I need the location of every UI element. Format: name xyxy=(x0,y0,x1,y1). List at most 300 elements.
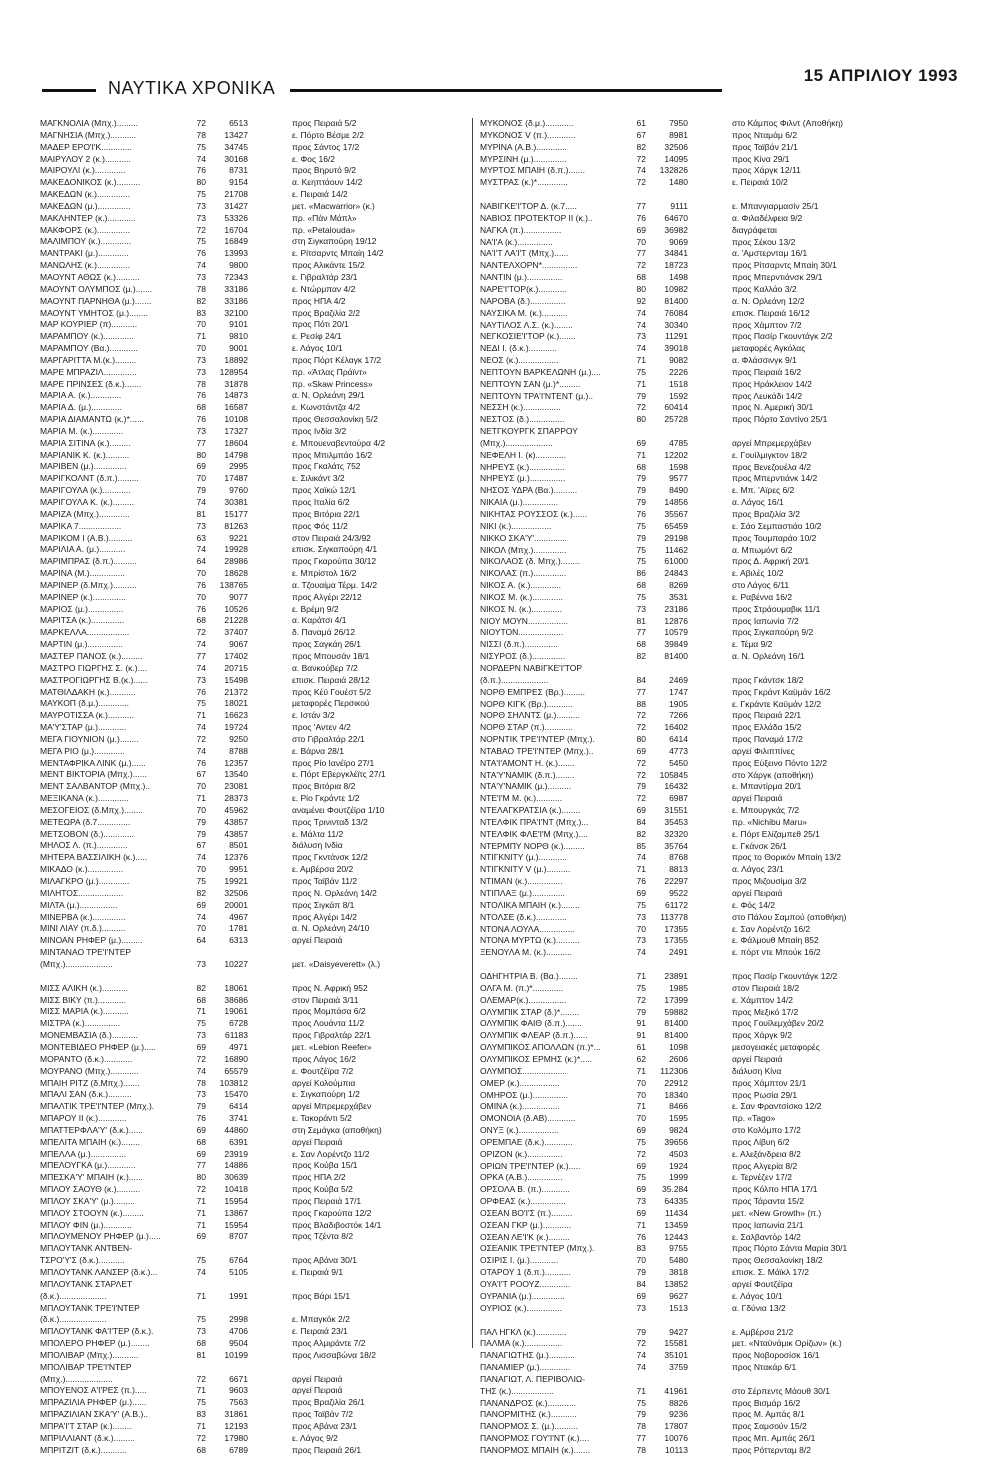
build-year: 77 xyxy=(196,650,206,661)
build-year: 79 xyxy=(196,828,206,839)
tonnage: 4785 xyxy=(669,437,688,448)
ship-name: ΝΙΚΑΙΑ (μ.)............... xyxy=(480,497,559,508)
ship-row xyxy=(40,675,480,687)
tonnage: 113778 xyxy=(660,911,688,922)
ship-name: ΜΙΝΕΡΒΑ (κ.).............. xyxy=(40,911,126,922)
build-year: 70 xyxy=(636,1255,646,1266)
ship-row xyxy=(480,521,920,533)
ship-name: ΜΠΑΡΟΥ ΙΙ (κ.)............ xyxy=(40,1113,127,1124)
ship-name: ΠΑΝΟΡΜΟΣ ΜΠΑΙΗ (κ.)....... xyxy=(480,1444,591,1455)
build-year: 74 xyxy=(636,307,646,318)
ship-row xyxy=(480,699,920,711)
tonnage: 16890 xyxy=(224,1053,248,1064)
build-year: 71 xyxy=(636,1385,646,1396)
ship-row xyxy=(480,272,920,284)
ship-name: ΝΙΚΟΛΑΟΣ (δ. Μπχ.)........ xyxy=(480,556,580,567)
build-year: 72 xyxy=(636,710,646,721)
ship-row xyxy=(40,1054,480,1066)
build-year xyxy=(220,947,246,959)
tonnage xyxy=(246,1243,296,1255)
build-year: 74 xyxy=(196,662,206,673)
position-status: επισκ. Πειραιά 16/12 xyxy=(732,307,810,318)
tonnage: 15470 xyxy=(224,1089,248,1100)
build-year: 75 xyxy=(636,1397,646,1408)
tonnage: 2995 xyxy=(229,461,248,472)
build-year: 76 xyxy=(196,414,206,425)
build-year: 72 xyxy=(636,994,646,1005)
ship-name: ΜΑΟΥΝΤ ΟΛΥΜΠΟΣ (μ.)....... xyxy=(40,283,153,294)
position-status: ε. Ντώρμπαν 4/2 xyxy=(292,283,356,294)
position-status: προς Βραζιλία 2/2 xyxy=(292,307,361,318)
tonnage: 16402 xyxy=(664,722,688,733)
ship-name: ΟΛΥΜΠΙΚΟΣ ΑΠΟΛΛΩΝ (π.)*... xyxy=(480,1042,601,1053)
tonnage: 15954 xyxy=(224,1195,248,1206)
ship-row xyxy=(40,544,480,556)
ship-row xyxy=(40,1409,480,1421)
ship-name: ΟΡΙΩΝ ΤΡΕ'Ι'ΝΤΕΡ (κ.)..... xyxy=(480,1160,581,1171)
ship-name: ΝΕΠΤΟΥΝ ΣΑΝ (μ.)*......... xyxy=(480,378,581,389)
position-status: προς Μπιλμπάο 16/2 xyxy=(292,449,373,460)
tonnage: 32320 xyxy=(664,828,688,839)
build-year: 62 xyxy=(636,1053,646,1064)
ship-name: ΠΑΝΑΝΔΡΟΣ (κ.)............ xyxy=(480,1397,576,1408)
position-status: προς Τουμπαράο 10/2 xyxy=(732,532,817,543)
tonnage: 64670 xyxy=(664,212,688,223)
tonnage: 81400 xyxy=(664,1018,688,1029)
position-status: προς Αβάνα 30/1 xyxy=(292,1255,357,1266)
build-year: 69 xyxy=(196,1231,206,1242)
build-year: 79 xyxy=(196,485,206,496)
ship-name: ΝΟΡΘ ΣΗΛΝΤΣ (μ.).......... xyxy=(480,710,580,721)
tonnage: 3531 xyxy=(669,591,688,602)
build-year: 75 xyxy=(196,1255,206,1266)
build-year: 71 xyxy=(196,1219,206,1230)
build-year: 70 xyxy=(196,568,206,579)
build-year: 83 xyxy=(636,1243,646,1254)
ship-name: ΜΕΓΑ ΡΙΟ (μ.)............. xyxy=(40,745,125,756)
build-year: 72 xyxy=(196,1432,206,1443)
build-year: 81 xyxy=(636,615,646,626)
ship-row xyxy=(40,367,480,379)
build-year: 82 xyxy=(196,295,206,306)
ship-row xyxy=(480,592,920,604)
build-year: 76 xyxy=(196,248,206,259)
ship-row xyxy=(480,770,920,782)
build-year: 69 xyxy=(636,1125,646,1136)
ship-name: ΜΥΡΣΙΝΗ (μ.).............. xyxy=(480,153,567,164)
ship-name: ΜΠΡΑΖΙΛΙΑΝ ΣΚΑ'Υ' (Α.Β.).. xyxy=(40,1409,149,1420)
build-year: 79 xyxy=(636,1006,646,1017)
position-status: ε. Γουίλμιγκτον 18/2 xyxy=(732,449,808,460)
ship-name: ΝΗΡΕΥΣ (κ.)............... xyxy=(480,461,565,472)
ship-name: ΜΠΡΑΖΙΛΙΑ ΡΗΦΕΡ (μ.)...... xyxy=(40,1397,147,1408)
ship-row xyxy=(480,1362,920,1374)
build-year: 71 xyxy=(196,1290,206,1301)
tonnage: 21372 xyxy=(224,686,248,697)
tonnage: 9504 xyxy=(229,1338,248,1349)
build-year: 80 xyxy=(636,283,646,294)
position-status: πρ. «Πάν Μάπλ» xyxy=(292,212,357,223)
ship-row xyxy=(480,1338,920,1350)
tonnage: 18892 xyxy=(224,354,248,365)
position-status: αργεί Πειραιά xyxy=(732,793,783,804)
ship-name: ΜΠΑΙΗ ΡΙΤΖ (δ.Μπχ.)....... xyxy=(40,1077,140,1088)
position-status: προς Πειραιά 5/2 xyxy=(292,118,357,128)
ship-name: ΜΑΟΥΝΤ ΠΑΡΝΗΘΑ (μ.)....... xyxy=(40,295,152,306)
position-status: α. Ν. Ορλεάνη 16/1 xyxy=(732,651,805,662)
build-year: 91 xyxy=(636,1018,646,1029)
ship-name: ΟΛΕΜΑΡ(κ.)................ xyxy=(480,994,567,1005)
position-status: προς Αλγέρι 22/12 xyxy=(292,591,362,602)
build-year: 79 xyxy=(196,816,206,827)
position-status: προς ΗΠΑ 2/2 xyxy=(292,1172,346,1183)
tonnage: 16587 xyxy=(224,402,248,413)
tonnage: 13427 xyxy=(224,129,248,140)
build-year: 72 xyxy=(636,153,646,164)
build-year: 63 xyxy=(196,532,206,543)
tonnage: 2226 xyxy=(669,366,688,377)
tonnage: 30381 xyxy=(224,497,248,507)
ship-row xyxy=(480,627,920,639)
tonnage: 81400 xyxy=(664,295,688,306)
ship-row xyxy=(40,959,480,971)
tonnage: 18021 xyxy=(224,698,248,709)
ship-row xyxy=(480,983,920,995)
tonnage: 29198 xyxy=(664,532,688,543)
build-year: 71 xyxy=(196,1420,206,1431)
position-status: στον Πειραιά 24/3/92 xyxy=(292,532,371,543)
build-year: 68 xyxy=(196,1338,206,1349)
ship-row xyxy=(40,1113,480,1125)
tonnage: 10199 xyxy=(224,1349,248,1360)
tonnage: 32506 xyxy=(664,141,688,152)
ship-name: ΝΑΝΤΙΝ (μ.)............... xyxy=(480,272,563,283)
position-status: προς Αβάνα 23/1 xyxy=(292,1420,357,1431)
ship-name: ΠΑΝΟΡΜΙΤΗΣ (κ.)........... xyxy=(480,1409,577,1420)
ship-name: ΝΙΚΙ (κ.)................. xyxy=(480,520,552,531)
ship-name: ΝΕΠΤΟΥΝ ΤΡΑ'Ι'ΝΤΕΝΤ (μ.).. xyxy=(480,390,594,401)
tonnage: 12202 xyxy=(664,449,688,460)
ship-name: ΜΠΕΛΟΥΓΚΑ (μ.)............ xyxy=(40,1160,136,1171)
ship-name: ΜΑΚΕΔΟΝΙΚΟΣ (κ.).......... xyxy=(40,177,141,188)
position-status: στη Σεμάγκα (αποθήκη) xyxy=(292,1124,382,1135)
tonnage: 3741 xyxy=(229,1113,248,1124)
tonnage: 2606 xyxy=(669,1053,688,1064)
position-status: ε. Τακοράντι 5/2 xyxy=(292,1113,352,1124)
position-status: προς Λουάντα 11/2 xyxy=(292,1018,365,1029)
ship-row xyxy=(40,118,480,130)
issue-date: 15 ΑΠΡΙΛΙΟΥ 1993 xyxy=(803,66,958,85)
ship-row xyxy=(40,1066,480,1078)
ship-name: ΜΠΟΛΙΒΑΡ (Μπχ.)........... xyxy=(40,1349,139,1360)
position-status: ε. Ραβέννα 16/2 xyxy=(732,591,793,602)
ship-name: ΟΛΓΑ Μ. (π.)*............. xyxy=(480,982,564,993)
ship-row xyxy=(480,663,920,675)
tonnage: 2491 xyxy=(669,947,688,958)
ship-row xyxy=(40,580,480,592)
position-status: ε. Γιβραλτάρ 23/1 xyxy=(292,271,358,282)
position-status: ε. Λάγος 9/2 xyxy=(292,1432,338,1443)
ship-row xyxy=(40,1172,480,1184)
build-year: 61 xyxy=(636,1042,646,1053)
ship-row xyxy=(480,1386,920,1398)
position-status: επισκ. Σιγκαπούρη 4/1 xyxy=(292,544,378,555)
ship-name: ΜΑΡΙΓΟΥΛΑ Κ. (κ.)......... xyxy=(40,497,134,507)
tonnage: 12443 xyxy=(664,1231,688,1242)
tonnage: 9760 xyxy=(229,485,248,496)
ship-row xyxy=(480,1255,920,1267)
build-year: 72 xyxy=(636,793,646,804)
build-year: 71 xyxy=(196,1385,206,1396)
position-status: ε. Ιστάν 3/2 xyxy=(292,710,335,721)
ship-row xyxy=(480,1172,920,1184)
ship-row xyxy=(40,450,480,462)
position-status: προς Χάργκ 12/11 xyxy=(732,165,801,176)
ship-name: ΝΤΟΛΣΕ (δ.κ.)............. xyxy=(480,911,567,922)
build-year: 77 xyxy=(636,1433,646,1444)
ship-row xyxy=(40,912,480,924)
ship-row xyxy=(40,663,480,675)
ship-name: ΜΑΝΤΡΑΚΙ (μ.)............. xyxy=(40,248,129,259)
tonnage: 32100 xyxy=(224,307,248,318)
build-year: 79 xyxy=(636,1326,646,1337)
ship-name: ΜΙΣΣ ΜΑΡΙΑ (κ.)........... xyxy=(40,1006,129,1017)
ship-name: ΜΑΟΥΝΤ ΑΘΩΣ (κ.).......... xyxy=(40,271,140,282)
tonnage xyxy=(686,1374,736,1386)
position-status: ε. Σαν Λορέντζο 11/2 xyxy=(292,1148,370,1159)
tonnage: 19928 xyxy=(224,544,248,555)
ship-name: ΝΙΣΥΡΟΣ (δ.).............. xyxy=(480,651,566,662)
tonnage: 17402 xyxy=(224,650,248,661)
ship-name: ΜΠΕΛΛΑ (μ.)............... xyxy=(40,1148,127,1159)
position-status: α. Τζουαίμα Τέρμ. 14/2 xyxy=(292,579,378,590)
ship-name: (δ.κ.).................... xyxy=(40,1290,107,1301)
ship-row xyxy=(480,852,920,864)
tonnage: 18604 xyxy=(224,437,248,448)
position-status: πρ. «Tago» xyxy=(732,1113,776,1124)
tonnage: 34745 xyxy=(224,141,248,152)
ship-name: ΜΑΡΙΟΣ (μ.)............... xyxy=(40,603,124,614)
build-year: 85 xyxy=(636,840,646,851)
position-status: προς Βιτόρια 8/2 xyxy=(292,781,356,792)
build-year: 74 xyxy=(196,1065,206,1076)
build-year: 71 xyxy=(636,864,646,875)
position-status: προς Ταϊβάν 21/1 xyxy=(732,141,798,152)
tonnage: 6391 xyxy=(229,1136,248,1147)
tonnage: 13540 xyxy=(224,769,248,780)
tonnage: 9951 xyxy=(229,864,248,875)
tonnage: 17807 xyxy=(664,1421,688,1432)
ship-name: ΟΝΥΞ (κ.)................. xyxy=(480,1125,559,1136)
ship-name: ΜΙΣΤΡΑ (κ.)............... xyxy=(40,1018,121,1029)
ship-row xyxy=(480,1030,920,1042)
tonnage: 19724 xyxy=(224,722,248,733)
ship-row xyxy=(40,1208,480,1220)
tonnage: 11434 xyxy=(664,1207,688,1218)
position-status: πρ. «Skaw Princess» xyxy=(292,378,373,389)
tonnage: 8269 xyxy=(669,580,688,591)
build-year: 75 xyxy=(196,1018,206,1029)
ship-row xyxy=(480,1291,920,1303)
build-year: 79 xyxy=(636,390,646,401)
ship-name: ΝΑΥΣΙΚΑ Μ. (κ.)........... xyxy=(480,307,568,318)
tonnage: 138765 xyxy=(219,579,248,590)
build-year: 77 xyxy=(636,686,646,697)
build-year: 71 xyxy=(636,1065,646,1076)
ship-name: ΜΑΡΑΜΠΟΥ (κ.)............. xyxy=(40,331,134,342)
ship-row xyxy=(40,497,480,509)
tonnage: 4967 xyxy=(229,911,248,922)
position-status: στο Κολόμπο 17/2 xyxy=(732,1125,801,1136)
ship-name: ΜΑΡΙΤΣΑ (κ.).............. xyxy=(40,615,125,626)
ship-row xyxy=(480,1101,920,1113)
position-status: ε. Ρίτσαρντς Μπαίη 14/2 xyxy=(292,248,384,259)
tonnage: 35101 xyxy=(664,1350,688,1361)
position-status: ε. Φουτζέϊρα 7/2 xyxy=(292,1065,354,1076)
build-year xyxy=(660,663,686,675)
ship-row xyxy=(480,1007,920,1019)
position-status: προς Νοβοροσίσκ 16/1 xyxy=(732,1350,820,1361)
position-status: προς Τρινινταδ 13/2 xyxy=(292,816,368,827)
ship-name: ΝΤΙΠΛΑΞ (μ.).............. xyxy=(480,888,566,898)
ship-row xyxy=(40,793,480,805)
build-year xyxy=(220,1362,246,1374)
ship-name: ΜΑΡΙΝΑ (Μ.)............... xyxy=(40,568,126,579)
position-status: προς Μπ. Αμπάς 26/1 xyxy=(732,1433,816,1444)
ship-name: ΜΑΣΤΡΟ ΓΙΩΡΓΗΣ Σ. (κ.).... xyxy=(40,662,148,673)
ship-row xyxy=(40,225,480,237)
tonnage xyxy=(246,1303,296,1315)
ship-name: ΟΣΙΡΙΣ Ι. (μ.)............ xyxy=(480,1255,559,1266)
ship-name: ΜΠΛΟΥΤΑΝΚ ΤΡΕ'Ι'ΝΤΕΡ xyxy=(40,1302,140,1313)
build-year: 69 xyxy=(636,1207,646,1218)
position-status: α. Κεηπτάουν 14/2 xyxy=(292,177,363,188)
tonnage: 61172 xyxy=(664,899,688,910)
tonnage: 10579 xyxy=(664,627,688,638)
position-status: προς 'Αντεν 4/2 xyxy=(292,722,351,733)
ship-name: ΤΣΡΟ'Υ'Σ (δ.κ.)........... xyxy=(40,1255,125,1266)
tonnage xyxy=(686,426,736,438)
ship-row xyxy=(480,509,920,521)
ship-name: ΜΑΡΙΝΕΡ (κ.).............. xyxy=(40,591,126,602)
ship-row xyxy=(40,1303,480,1315)
position-status xyxy=(736,663,920,675)
ship-row xyxy=(480,1433,920,1445)
ship-row xyxy=(480,924,920,936)
position-status: προς Θεσσαλονίκη 5/2 xyxy=(292,414,378,425)
tonnage: 3759 xyxy=(669,1362,688,1373)
position-status: προς Πόρτ Κέλαγκ 17/2 xyxy=(292,354,382,365)
ship-row xyxy=(40,402,480,414)
position-status: προς Κόλπο ΗΠΑ 17/1 xyxy=(732,1184,818,1195)
ship-row xyxy=(480,829,920,841)
position-status: ε. Τέμα 9/2 xyxy=(732,639,773,650)
ship-name: ΜΑΓΚΝΟΛΙΑ (Μπχ.)......... xyxy=(40,118,138,128)
position-status: ε. Μάλτα 11/2 xyxy=(292,828,344,839)
build-year xyxy=(220,1303,246,1315)
ship-row xyxy=(40,1220,480,1232)
ship-name: ΜΕΤΣΟΒΟΝ (δ.)............. xyxy=(40,828,135,839)
tonnage: 6764 xyxy=(229,1255,248,1266)
ship-row xyxy=(40,627,480,639)
position-status: προς Ντακάρ 6/1 xyxy=(732,1362,797,1373)
ship-row xyxy=(40,355,480,367)
ship-row xyxy=(480,935,920,947)
ship-row xyxy=(480,343,920,355)
tonnage: 61183 xyxy=(224,1030,248,1041)
tonnage: 103812 xyxy=(219,1077,248,1088)
tonnage: 23891 xyxy=(664,971,688,982)
position-status: προς Αλγέρι 14/2 xyxy=(292,911,358,922)
position-status: προς Ρίτσαρντς Μπαίη 30/1 xyxy=(732,260,837,271)
position-status: προς Λάγος 16/2 xyxy=(292,1053,356,1064)
build-year: 78 xyxy=(636,1421,646,1432)
tonnage: 1991 xyxy=(229,1290,248,1301)
tonnage xyxy=(246,1279,296,1291)
ship-name: (Μπχ.).................... xyxy=(480,437,553,448)
build-year: 71 xyxy=(636,449,646,460)
ship-name: ΜΠΛΟΥ ΦΙΝ (μ.)............ xyxy=(40,1219,132,1230)
ship-name: ΟΛΥΜΠΟΣ................... xyxy=(480,1065,568,1076)
build-year: 77 xyxy=(636,627,646,638)
build-year: 68 xyxy=(196,994,206,1005)
build-year: 74 xyxy=(636,343,646,354)
ship-name: ΠΑΝΟΡΜΟΣ Σ. (μ.).......... xyxy=(480,1421,579,1432)
build-year: 71 xyxy=(636,1219,646,1230)
position-status: προς Γκαρούπα 12/2 xyxy=(292,1207,372,1218)
build-year: 74 xyxy=(636,1350,646,1361)
tonnage: 12876 xyxy=(664,615,688,626)
build-year xyxy=(660,426,686,438)
position-status: προς Φός 11/2 xyxy=(292,520,348,531)
ship-name: ΜΥΡΙΝΑ (Α.Β.)............. xyxy=(480,141,567,152)
position-status: αργεί Κολούμπια xyxy=(292,1077,356,1088)
ship-name: ΜΟΥΡΑΝΟ (Μπχ.)............ xyxy=(40,1065,139,1076)
ship-name: ΜΟΡΑΝΤΟ (δ.κ.)............ xyxy=(40,1053,133,1064)
ship-row xyxy=(40,1042,480,1054)
tonnage: 22912 xyxy=(664,1077,688,1088)
tonnage: 1595 xyxy=(669,1113,688,1124)
ship-row xyxy=(40,331,480,343)
build-year: 70 xyxy=(636,1089,646,1100)
tonnage: 10982 xyxy=(664,283,688,294)
build-year: 79 xyxy=(636,485,646,496)
ship-row xyxy=(480,1054,920,1066)
tonnage: 30168 xyxy=(224,153,248,164)
ship-row xyxy=(40,615,480,627)
build-year: 74 xyxy=(636,165,646,176)
position-status: προς Πασίρ Γκουντάγκ 2/2 xyxy=(732,331,833,342)
ship-name: ΝΤΑ'Υ'ΝΑΜΙΚ (δ.π.)........ xyxy=(480,769,575,780)
ship-name: ΜΙΛΑΓΚΡΟ (μ.)............. xyxy=(40,876,130,886)
ship-row xyxy=(40,1267,480,1279)
ship-row xyxy=(40,142,480,154)
ship-name: ΜΙΛΗΤΟΣ................... xyxy=(40,887,124,898)
ship-row xyxy=(480,971,920,983)
position-status: πρ. «Petalouda» xyxy=(292,224,356,235)
position-status: προς Βενεζουέλα 4/2 xyxy=(732,461,811,472)
build-year: 67 xyxy=(636,129,646,140)
ship-name: ΝΙΚΚΟ ΣΚΑ'Υ'.............. xyxy=(480,532,568,543)
ship-row xyxy=(40,343,480,355)
ship-name: ΠΑΝΟΡΜΟΣ ΓΟΥ'Ι'ΝΤ (κ.).... xyxy=(480,1433,590,1444)
ship-name: ΜΑΡΙΑ ΣΙΤΙΝΑ (κ.)......... xyxy=(40,437,131,448)
position-status: προς Χάμπτον 7/2 xyxy=(732,319,802,330)
build-year: 79 xyxy=(636,497,646,508)
position-status: μεσογειακές μεταφορές xyxy=(732,1042,820,1053)
position-status: α. Βανκούβερ 7/2 xyxy=(292,662,358,673)
tonnage: 6414 xyxy=(669,734,688,745)
